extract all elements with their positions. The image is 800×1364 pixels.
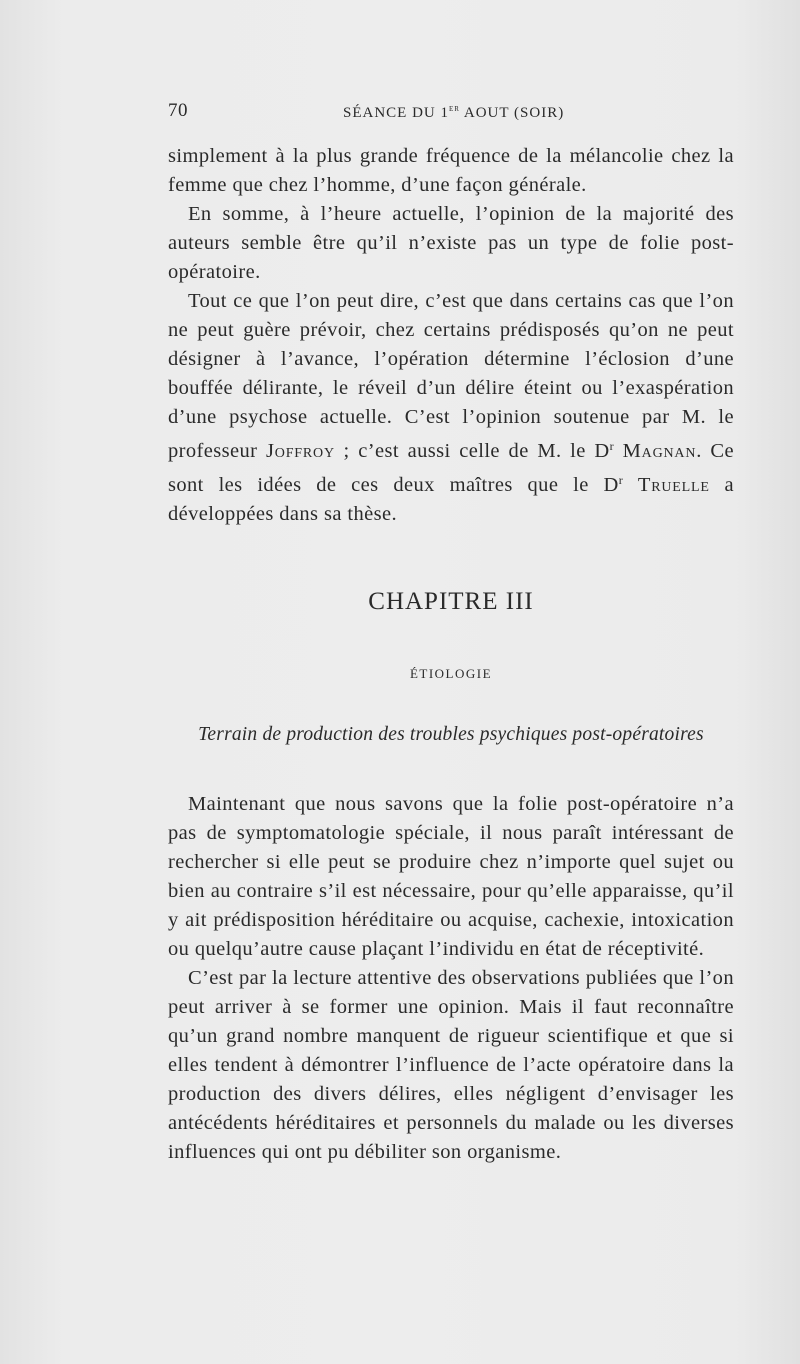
paragraph-introduction: Maintenant que nous savons que la folie post-opératoire n’a pas de symptomatologie spéciale, il nous paraît intéressant de rechercher si elle peut se produire chez n’importe quel sujet ou bien au contraire s’il est nécessaire, pour qu’elle apparaisse, qu’il y ait prédisposition héréditaire ou acquise, cachexie, intoxication ou quelqu’autre cause plaçant l’individu en état de réceptivité. — [168, 793, 734, 960]
author-joffroy: Joffroy — [266, 440, 335, 462]
running-head-start: SÉANCE DU 1 — [343, 105, 450, 121]
section-title: ÉTIOLOGIE — [409, 666, 493, 681]
running-head — [343, 103, 564, 122]
opinion-text-2: ; c’est aussi celle de M. le D — [334, 440, 610, 462]
paragraph-continuation: simplement à la plus grande fréquence de la mélancolie chez la femme que chez l’homme, d’une façon générale. — [168, 145, 734, 196]
title-superscript-2: r — [618, 473, 624, 487]
top-text-block — [168, 142, 734, 529]
running-head-superscript: er — [449, 103, 460, 114]
opinion-text-1: Tout ce que l’on peut dire, c’est que dans certains cas que l’on ne peut guère prévoir, chez certains prédisposés qu’on ne peut désigner à l’avance, l’opération détermine l’éclosion d’une bouffée délirante, le réveil d’un délire éteint ou l’exaspération d’une psychose actuelle. C’est l’opinion soutenue par M. le professeur — [168, 290, 734, 462]
page-header — [168, 100, 734, 130]
opinion-text-4: a développées dans sa thèse. — [168, 474, 734, 525]
title-superscript-1: r — [609, 439, 614, 453]
paragraph-opinion — [168, 287, 734, 529]
running-head-end: AOUT (SOIR) — [459, 105, 565, 121]
paragraph-observations: C’est par la lecture attentive des observations publiées que l’on peut arriver à se former une opinion. Mais il faut reconnaître qu’un grand nombre manquent de rigueur scientifique et que si elles tendent à démontrer l’influence de l’acte opératoire dans la production des divers délires, elles négligent d’envisager les antécédents héréditaires et personnels du malade ou les diverses influences qui ont pu débiliter son organisme. — [168, 967, 734, 1163]
chapter-title: CHAPITRE III — [368, 588, 534, 615]
author-magnan: Magnan — [622, 440, 697, 462]
author-truelle: Truelle — [637, 474, 710, 496]
bottom-text-block — [168, 790, 734, 1167]
opinion-text-3: . Ce sont les idées de ces deux maîtres que le D — [168, 440, 734, 496]
subsection-title: Terrain de production des troubles psychiques post-opératoires — [198, 724, 704, 745]
page-number: 70 — [168, 100, 188, 121]
paragraph-summary: En somme, à l’heure actuelle, l’opinion de la majorité des auteurs semble être qu’il n’existe pas un type de folie post-opératoire. — [168, 203, 734, 283]
